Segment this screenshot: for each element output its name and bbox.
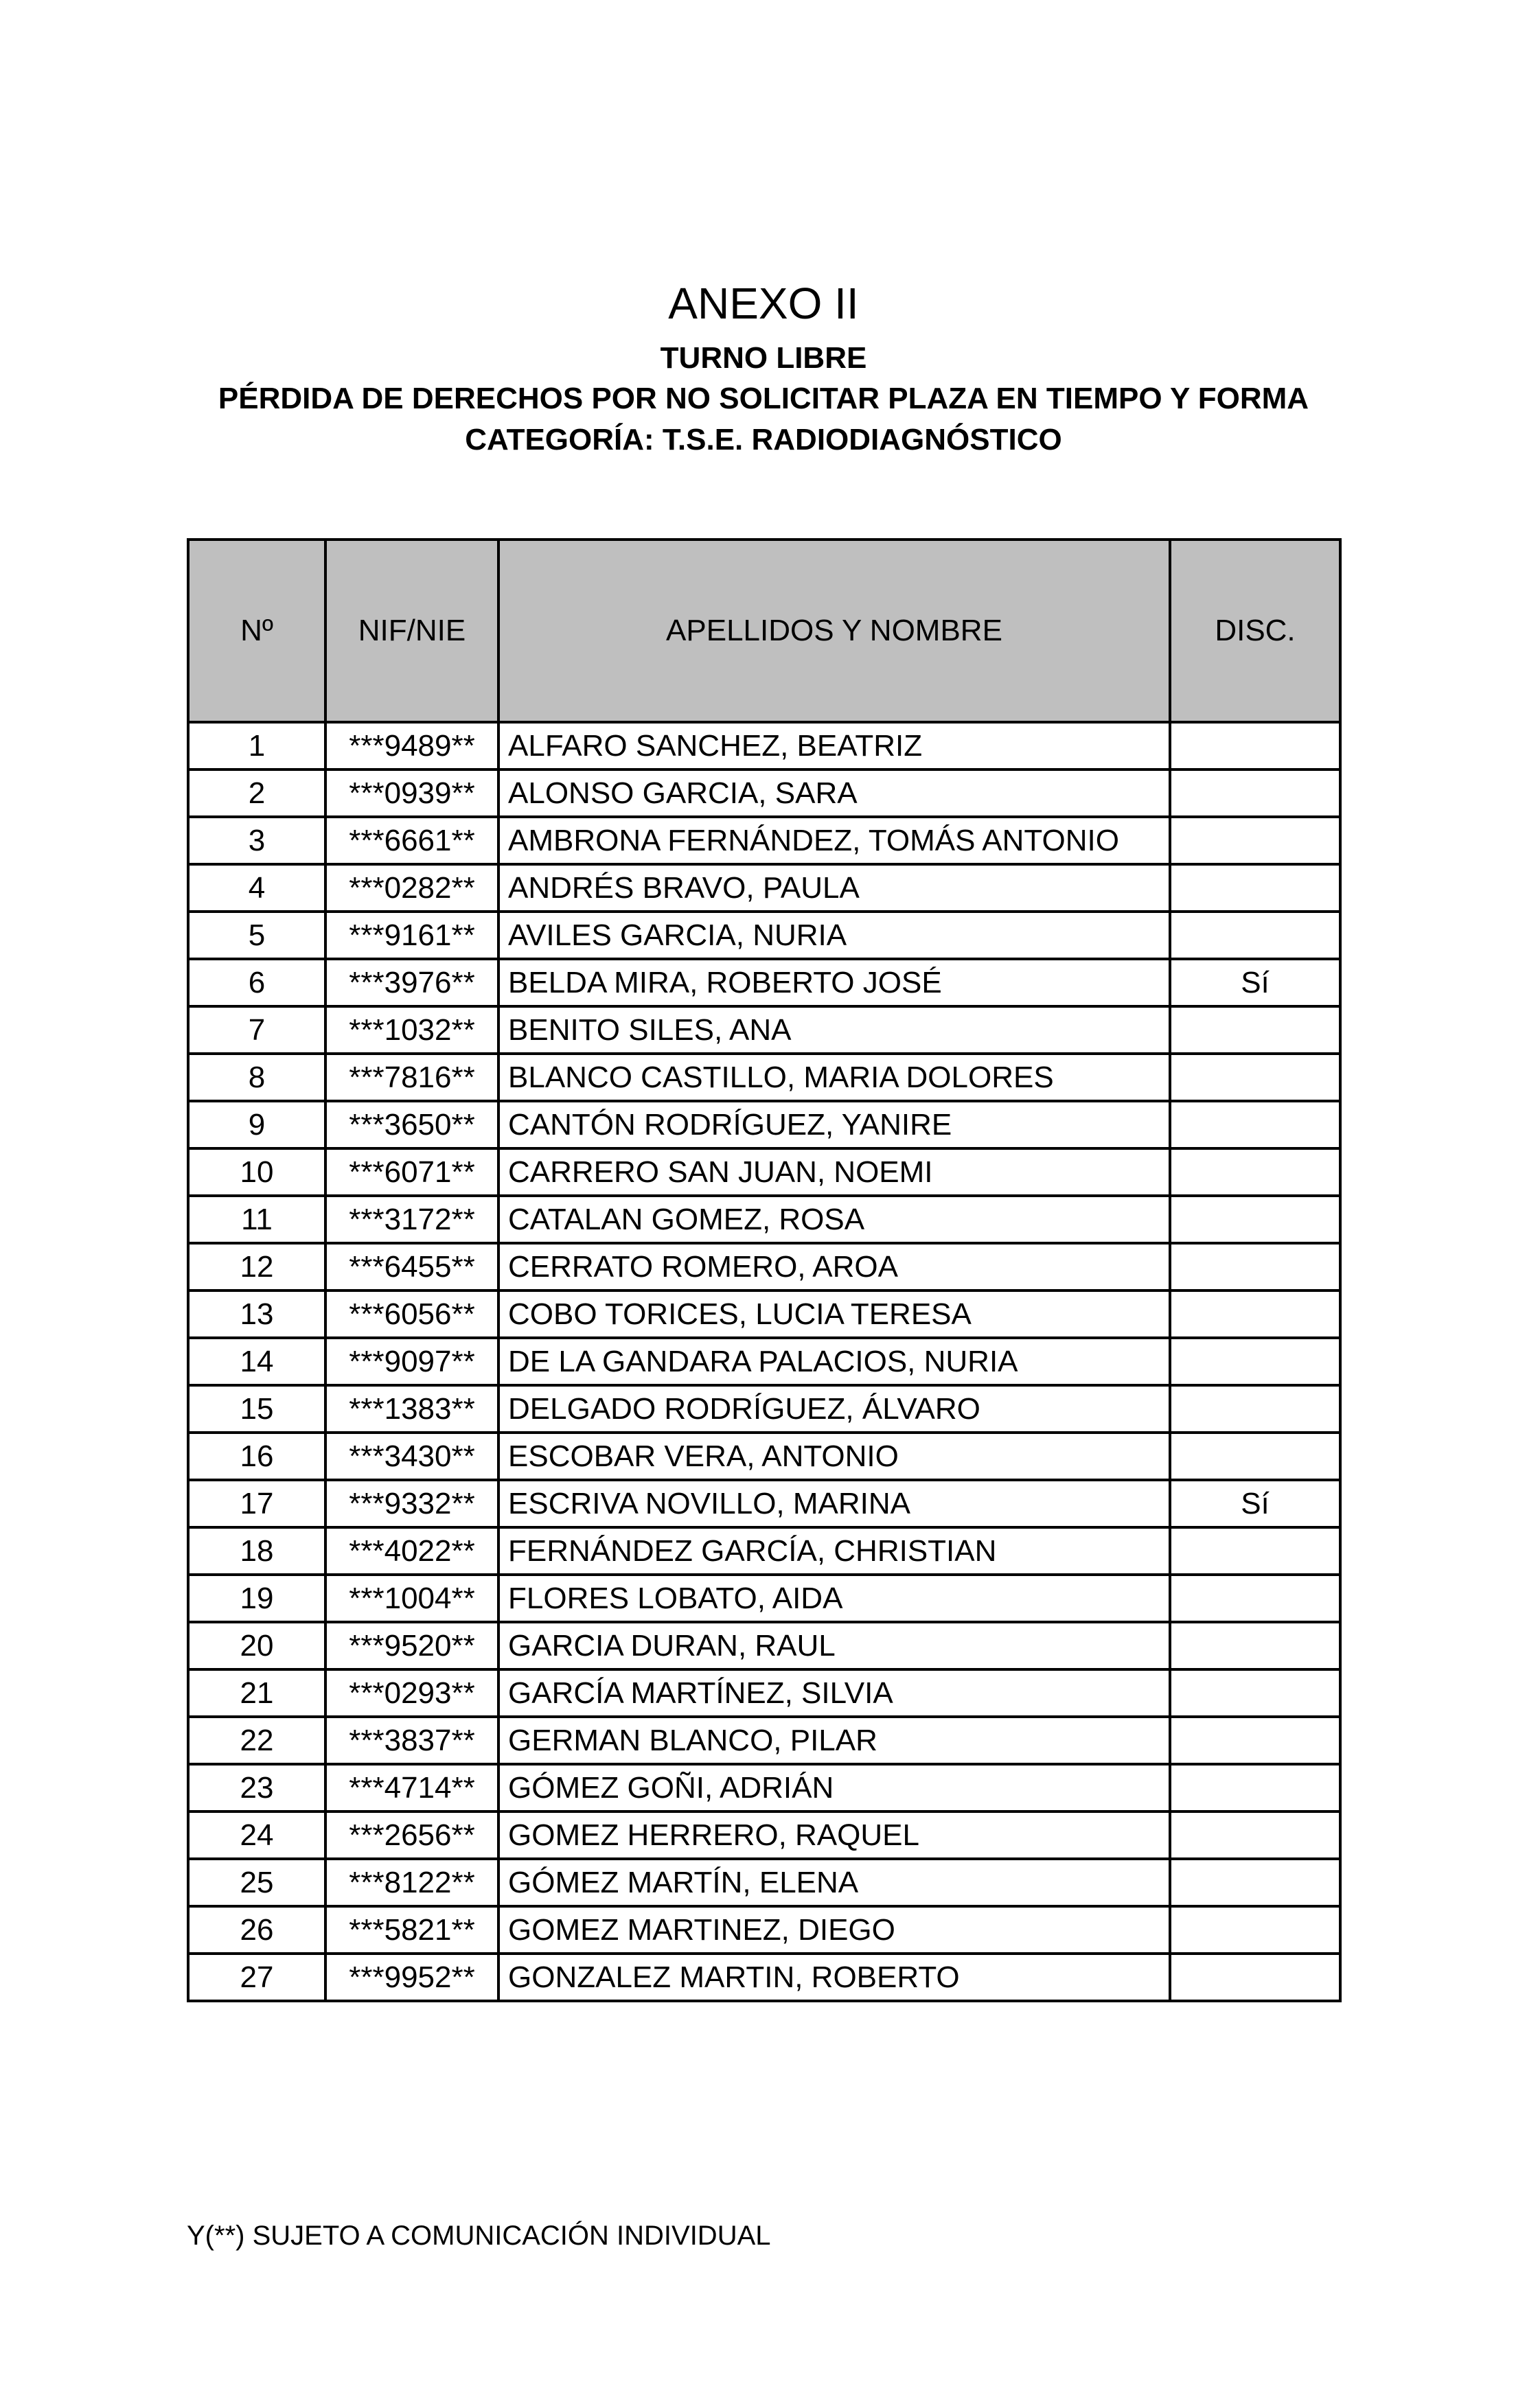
row-name: BLANCO CASTILLO, MARIA DOLORES: [498, 1054, 1170, 1101]
row-disc: [1170, 1385, 1340, 1433]
row-nif: ***1032**: [325, 1006, 498, 1054]
row-number: 12: [188, 1243, 325, 1290]
row-number: 19: [188, 1575, 325, 1622]
row-number: 17: [188, 1480, 325, 1527]
table-row: [188, 1906, 1340, 1954]
table-row: [188, 1527, 1340, 1575]
row-nif: ***3650**: [325, 1101, 498, 1148]
row-number: 1: [188, 722, 325, 769]
table-row: [188, 1669, 1340, 1717]
row-nif: ***9332**: [325, 1480, 498, 1527]
row-number: 16: [188, 1433, 325, 1480]
row-name: GOMEZ MARTINEZ, DIEGO: [498, 1906, 1170, 1954]
table-row: [188, 959, 1340, 1006]
row-nif: ***6661**: [325, 817, 498, 864]
row-nif: ***8122**: [325, 1859, 498, 1906]
row-number: 4: [188, 864, 325, 912]
table-row: [188, 1859, 1340, 1906]
row-name: DELGADO RODRÍGUEZ, ÁLVARO: [498, 1385, 1170, 1433]
row-name: ESCOBAR VERA, ANTONIO: [498, 1433, 1170, 1480]
row-name: GOMEZ HERRERO, RAQUEL: [498, 1811, 1170, 1859]
table-row: [188, 1764, 1340, 1811]
row-nif: ***0282**: [325, 864, 498, 912]
row-name: GERMAN BLANCO, PILAR: [498, 1717, 1170, 1764]
row-name: CATALAN GOMEZ, ROSA: [498, 1196, 1170, 1243]
row-name: FERNÁNDEZ GARCÍA, CHRISTIAN: [498, 1527, 1170, 1575]
row-disc: [1170, 864, 1340, 912]
row-number: 14: [188, 1338, 325, 1385]
row-number: 22: [188, 1717, 325, 1764]
row-nif: ***0939**: [325, 769, 498, 817]
table-row: [188, 1290, 1340, 1338]
table-header-row: [188, 540, 1340, 722]
row-number: 25: [188, 1859, 325, 1906]
row-disc: [1170, 769, 1340, 817]
row-nif: ***2656**: [325, 1811, 498, 1859]
table-row: [188, 1622, 1340, 1669]
table-row: [188, 1480, 1340, 1527]
row-nif: ***1383**: [325, 1385, 498, 1433]
table-row: [188, 1433, 1340, 1480]
column-header-disc: DISC.: [1170, 540, 1340, 722]
subtitle-perdida: PÉRDIDA DE DERECHOS POR NO SOLICITAR PLAZA EN TIEMPO Y FORMA: [218, 382, 1309, 415]
row-number: 23: [188, 1764, 325, 1811]
row-name: GÓMEZ GOÑI, ADRIÁN: [498, 1764, 1170, 1811]
row-name: GÓMEZ MARTÍN, ELENA: [498, 1859, 1170, 1906]
candidates-table: [187, 538, 1342, 2002]
row-number: 11: [188, 1196, 325, 1243]
table-row: [188, 1243, 1340, 1290]
row-disc: [1170, 1954, 1340, 2001]
table-row: [188, 1385, 1340, 1433]
row-name: FLORES LOBATO, AIDA: [498, 1575, 1170, 1622]
row-nif: ***9097**: [325, 1338, 498, 1385]
row-disc: [1170, 1338, 1340, 1385]
row-disc: [1170, 1054, 1340, 1101]
row-name: ALONSO GARCIA, SARA: [498, 769, 1170, 817]
row-disc: [1170, 1101, 1340, 1148]
row-nif: ***9161**: [325, 912, 498, 959]
table-row: [188, 1054, 1340, 1101]
row-number: 18: [188, 1527, 325, 1575]
row-disc: Sí: [1170, 959, 1340, 1006]
table-row: [188, 1101, 1340, 1148]
row-number: 13: [188, 1290, 325, 1338]
row-disc: [1170, 1575, 1340, 1622]
row-disc: [1170, 1006, 1340, 1054]
table-body: [188, 722, 1340, 2001]
row-disc: [1170, 1622, 1340, 1669]
row-number: 5: [188, 912, 325, 959]
row-name: ALFARO SANCHEZ, BEATRIZ: [498, 722, 1170, 769]
subtitle-turno: TURNO LIBRE: [660, 341, 867, 375]
row-number: 20: [188, 1622, 325, 1669]
row-name: AMBRONA FERNÁNDEZ, TOMÁS ANTONIO: [498, 817, 1170, 864]
table-row: [188, 864, 1340, 912]
row-disc: [1170, 817, 1340, 864]
row-name: GONZALEZ MARTIN, ROBERTO: [498, 1954, 1170, 2001]
row-nif: ***9952**: [325, 1954, 498, 2001]
row-disc: [1170, 1243, 1340, 1290]
row-nif: ***4714**: [325, 1764, 498, 1811]
row-number: 7: [188, 1006, 325, 1054]
row-nif: ***6056**: [325, 1290, 498, 1338]
row-number: 3: [188, 817, 325, 864]
table-row: [188, 1575, 1340, 1622]
table-row: [188, 1717, 1340, 1764]
row-nif: ***7816**: [325, 1054, 498, 1101]
row-nif: ***9489**: [325, 722, 498, 769]
row-nif: ***3837**: [325, 1717, 498, 1764]
row-name: ESCRIVA NOVILLO, MARINA: [498, 1480, 1170, 1527]
row-name: AVILES GARCIA, NURIA: [498, 912, 1170, 959]
row-nif: ***3976**: [325, 959, 498, 1006]
row-number: 24: [188, 1811, 325, 1859]
table-row: [188, 1811, 1340, 1859]
row-nif: ***5821**: [325, 1906, 498, 1954]
row-name: GARCIA DURAN, RAUL: [498, 1622, 1170, 1669]
row-number: 6: [188, 959, 325, 1006]
row-number: 21: [188, 1669, 325, 1717]
table-row: [188, 1006, 1340, 1054]
row-name: CARRERO SAN JUAN, NOEMI: [498, 1148, 1170, 1196]
row-nif: ***6455**: [325, 1243, 498, 1290]
footer-note: Y(**) SUJETO A COMUNICACIÓN INDIVIDUAL: [187, 2221, 771, 2251]
row-nif: ***6071**: [325, 1148, 498, 1196]
table-row: [188, 1148, 1340, 1196]
row-disc: [1170, 1433, 1340, 1480]
table-row: [188, 1954, 1340, 2001]
row-name: BELDA MIRA, ROBERTO JOSÉ: [498, 959, 1170, 1006]
row-number: 10: [188, 1148, 325, 1196]
row-name: BENITO SILES, ANA: [498, 1006, 1170, 1054]
table-row: [188, 912, 1340, 959]
row-name: GARCÍA MARTÍNEZ, SILVIA: [498, 1669, 1170, 1717]
row-nif: ***0293**: [325, 1669, 498, 1717]
row-nif: ***3172**: [325, 1196, 498, 1243]
row-disc: [1170, 1527, 1340, 1575]
column-header-nif: NIF/NIE: [325, 540, 498, 722]
row-name: COBO TORICES, LUCIA TERESA: [498, 1290, 1170, 1338]
table-row: [188, 817, 1340, 864]
row-disc: [1170, 1669, 1340, 1717]
row-name: ANDRÉS BRAVO, PAULA: [498, 864, 1170, 912]
row-number: 8: [188, 1054, 325, 1101]
row-name: DE LA GANDARA PALACIOS, NURIA: [498, 1338, 1170, 1385]
row-disc: [1170, 722, 1340, 769]
row-number: 9: [188, 1101, 325, 1148]
table-row: [188, 1338, 1340, 1385]
row-disc: [1170, 1764, 1340, 1811]
row-nif: ***9520**: [325, 1622, 498, 1669]
subtitle-categoria: CATEGORÍA: T.S.E. RADIODIAGNÓSTICO: [465, 423, 1062, 456]
row-nif: ***4022**: [325, 1527, 498, 1575]
row-nif: ***3430**: [325, 1433, 498, 1480]
row-number: 15: [188, 1385, 325, 1433]
row-disc: [1170, 1811, 1340, 1859]
row-disc: [1170, 1717, 1340, 1764]
row-disc: Sí: [1170, 1480, 1340, 1527]
row-disc: [1170, 912, 1340, 959]
column-header-name: APELLIDOS Y NOMBRE: [498, 540, 1170, 722]
row-name: CERRATO ROMERO, AROA: [498, 1243, 1170, 1290]
row-disc: [1170, 1906, 1340, 1954]
table-row: [188, 1196, 1340, 1243]
table-row: [188, 769, 1340, 817]
row-number: 2: [188, 769, 325, 817]
row-disc: [1170, 1196, 1340, 1243]
row-disc: [1170, 1148, 1340, 1196]
row-name: CANTÓN RODRÍGUEZ, YANIRE: [498, 1101, 1170, 1148]
row-disc: [1170, 1859, 1340, 1906]
row-disc: [1170, 1290, 1340, 1338]
row-nif: ***1004**: [325, 1575, 498, 1622]
row-number: 27: [188, 1954, 325, 2001]
row-number: 26: [188, 1906, 325, 1954]
column-header-number: Nº: [188, 540, 325, 722]
document-title: ANEXO II: [668, 279, 859, 328]
table-row: [188, 722, 1340, 769]
